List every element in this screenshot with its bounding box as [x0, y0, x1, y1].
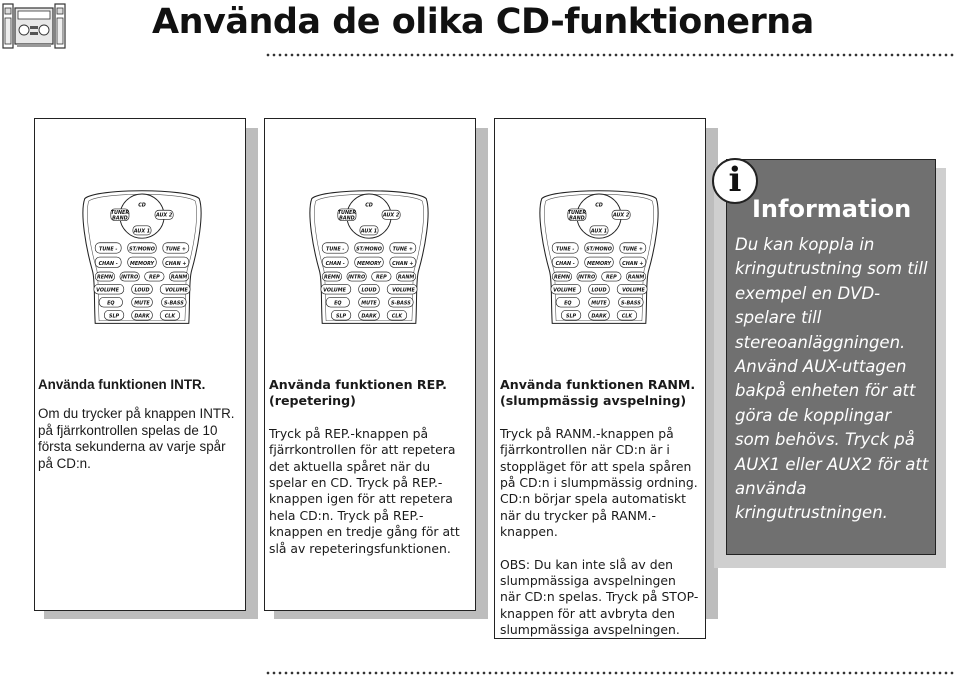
title-divider — [265, 53, 955, 57]
remote-label-cd: CD — [365, 202, 373, 209]
remote-label-dark: DARK — [134, 313, 150, 320]
remote-label-intro: INTRO — [578, 274, 596, 281]
remote-label-slp: SLP — [335, 313, 347, 320]
remote-label-rep: REP — [606, 274, 617, 281]
remote-label-eq: EQ — [107, 300, 115, 307]
remote-control-illustration — [77, 148, 207, 370]
remote-label-volume-plus: VOLUME — [165, 287, 188, 294]
remote-label-eq: EQ — [334, 300, 342, 307]
remote-label-ranm: RANM — [627, 274, 645, 281]
remote-label-slp: SLP — [565, 313, 577, 320]
remote-label-loud: LOUD — [361, 287, 377, 294]
remote-label-ranm: RANM — [170, 274, 188, 281]
card-body-note: OBS: Du kan inte slå av den slumpmässiga avspelningen när CD:n spelas. Tryck på STOP-knappen för att avbryta den slumpmässiga avspelningen. — [500, 556, 699, 638]
card-body: Tryck på RANM.-knappen på fjärrkontrollen när CD:n är i stoppläget för att spela spåren på CD:n i slumpmässig ordning. CD:n börjar spela automatiskt när du trycker på RANM.-knappen. — [500, 425, 698, 540]
remote-label-intro: INTRO — [348, 274, 366, 281]
remote-label-tuner: TUNER — [567, 210, 587, 217]
info-body: Du kan koppla in kringutrustning som till exempel en DVD-spelare till stereoanläggningen. Använd AUX-uttagen bakpå enheten för att göra de kopplingar som behövs. Tryck på AUX1 eller AUX2 för att använda kringutrustningen. — [735, 235, 929, 523]
card-body: Om du trycker på knappen INTR. på fjärrkontrollen spelas de 10 första sekunderna av varje spår på CD:n. — [38, 406, 235, 471]
remote-label-remn: REMN — [323, 274, 340, 281]
card-rep-text — [269, 377, 469, 557]
remote-label-aux2: AUX 2 — [612, 212, 630, 219]
remote-label-band: BAND — [339, 215, 355, 222]
remote-label-remn: REMN — [553, 274, 570, 281]
card-ranm-text — [500, 377, 700, 639]
remote-label-volume-minus: VOLUME — [553, 287, 576, 294]
remote-label-memory: MEMORY — [130, 260, 154, 267]
remote-label-clk: CLK — [621, 313, 633, 320]
remote-label-tuner: TUNER — [337, 210, 357, 217]
remote-label-volume-minus: VOLUME — [323, 287, 346, 294]
remote-label-cd: CD — [595, 202, 603, 209]
card-heading: Använda funktionen INTR. — [38, 377, 206, 392]
remote-label-aux1: AUX 1 — [360, 228, 378, 235]
remote-label-st-mono: ST/MONO — [586, 246, 612, 253]
remote-label-dark: DARK — [361, 313, 377, 320]
stereo-system-icon — [2, 2, 66, 52]
info-icon: i — [712, 158, 758, 204]
remote-label-chan-minus: CHAN - — [325, 260, 345, 267]
card-heading: Använda funktionen REP. (repetering) — [269, 377, 447, 409]
remote-label-tune-minus: TUNE - — [99, 246, 118, 253]
remote-label-chan-minus: CHAN - — [98, 260, 118, 267]
remote-label-loud: LOUD — [134, 287, 150, 294]
info-title: Information — [752, 195, 912, 223]
remote-label-rep: REP — [149, 274, 160, 281]
remote-control-illustration — [534, 148, 664, 370]
remote-label-mute: MUTE — [361, 300, 377, 307]
footer-divider — [265, 671, 955, 675]
remote-label-st-mono: ST/MONO — [129, 246, 155, 253]
remote-label-memory: MEMORY — [587, 260, 611, 267]
remote-label-memory: MEMORY — [357, 260, 381, 267]
remote-control-illustration — [304, 148, 434, 370]
remote-label-chan-minus: CHAN - — [555, 260, 575, 267]
remote-label-aux2: AUX 2 — [155, 212, 173, 219]
remote-label-st-mono: ST/MONO — [356, 246, 382, 253]
remote-label-remn: REMN — [96, 274, 113, 281]
remote-label-loud: LOUD — [591, 287, 607, 294]
remote-label-volume-minus: VOLUME — [96, 287, 119, 294]
remote-label-chan-plus: CHAN + — [165, 260, 187, 267]
remote-label-tune-minus: TUNE - — [326, 246, 345, 253]
remote-label-sbass: S-BASS — [390, 300, 411, 307]
remote-label-eq: EQ — [564, 300, 572, 307]
remote-label-tune-minus: TUNE - — [556, 246, 575, 253]
remote-label-tune-plus: TUNE + — [392, 246, 414, 253]
card-intr-text — [38, 377, 236, 472]
remote-label-volume-plus: VOLUME — [622, 287, 645, 294]
remote-label-ranm: RANM — [397, 274, 415, 281]
remote-label-volume-plus: VOLUME — [392, 287, 415, 294]
remote-label-band: BAND — [112, 215, 128, 222]
remote-label-clk: CLK — [164, 313, 176, 320]
remote-label-sbass: S-BASS — [163, 300, 184, 307]
remote-label-band: BAND — [569, 215, 585, 222]
remote-label-tune-plus: TUNE + — [622, 246, 644, 253]
remote-label-chan-plus: CHAN + — [622, 260, 644, 267]
remote-label-tune-plus: TUNE + — [165, 246, 187, 253]
remote-label-mute: MUTE — [591, 300, 607, 307]
remote-label-clk: CLK — [391, 313, 403, 320]
remote-label-mute: MUTE — [134, 300, 150, 307]
remote-label-cd: CD — [138, 202, 146, 209]
remote-label-sbass: S-BASS — [620, 300, 641, 307]
card-heading: Använda funktionen RANM. (slumpmässig avspelning) — [500, 377, 696, 409]
remote-label-intro: INTRO — [121, 274, 139, 281]
remote-label-tuner: TUNER — [110, 210, 130, 217]
remote-label-aux1: AUX 1 — [590, 228, 608, 235]
remote-label-aux2: AUX 2 — [382, 212, 400, 219]
remote-label-dark: DARK — [591, 313, 607, 320]
remote-label-rep: REP — [376, 274, 387, 281]
remote-label-chan-plus: CHAN + — [392, 260, 414, 267]
remote-label-slp: SLP — [108, 313, 120, 320]
page-title: Använda de olika CD-funktionerna — [152, 2, 814, 42]
card-body: Tryck på REP.-knappen på fjärrkontrollen för att repetera det aktuella spåret när du spelar en CD. Tryck på REP.-knappen igen för att repetera hela CD:n. Tryck på REP.-knappen en tredje gång för att slå av repeteringsfunktionen. — [269, 425, 460, 556]
remote-label-aux1: AUX 1 — [133, 228, 151, 235]
